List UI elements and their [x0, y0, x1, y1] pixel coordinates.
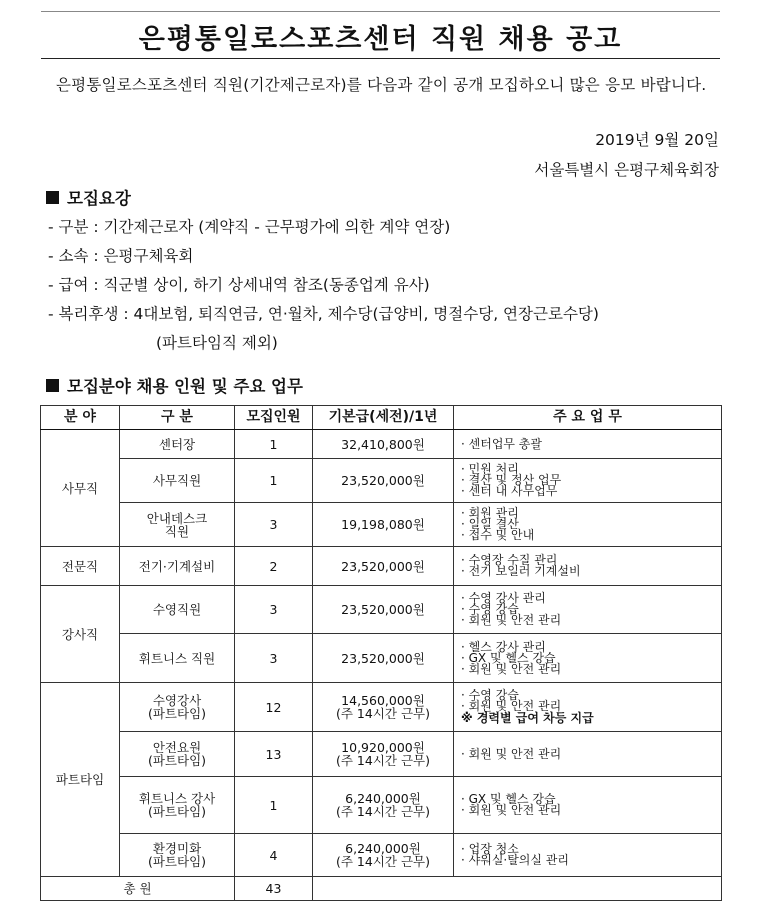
division-cell: 안내데스크 직원 — [120, 503, 235, 547]
division-cell: 사무직원 — [120, 459, 235, 503]
square-bullet-icon — [46, 191, 59, 204]
section-positions — [46, 373, 303, 397]
duties-cell: · 회원 및 안전 관리 — [454, 732, 722, 777]
header-salary: 기본급(세전)/1년 — [313, 406, 454, 430]
table-row — [41, 547, 722, 586]
division-cell: 환경미화 (파트타임) — [120, 834, 235, 877]
field-cell: 강사직 — [41, 586, 120, 683]
count-cell: 1 — [235, 459, 313, 503]
salary-cell: 10,920,000원 (주 14시간 근무) — [313, 732, 454, 777]
header-field: 분 야 — [41, 406, 120, 430]
division-cell: 수영강사 (파트타임) — [120, 683, 235, 732]
salary-cell: 23,520,000원 — [313, 459, 454, 503]
duties-cell: · 업장 청소 · 샤워실·탈의실 관리 — [454, 834, 722, 877]
duties-cell: · 수영 강습 · 회원 및 안전 관리 ※ 경력별 급여 차등 지급 — [454, 683, 722, 732]
division-cell: 수영직원 — [120, 586, 235, 634]
announcement-date: 2019년 9월 20일 — [595, 131, 719, 149]
header-division: 구 분 — [120, 406, 235, 430]
division-cell: 휘트니스 강사 (파트타임) — [120, 777, 235, 834]
division-cell: 전기·기계설비 — [120, 547, 235, 586]
table-row — [41, 503, 722, 547]
count-cell: 3 — [235, 503, 313, 547]
salary-cell: 6,240,000원 (주 14시간 근무) — [313, 777, 454, 834]
field-cell: 파트타임 — [41, 683, 120, 877]
division-cell: 센터장 — [120, 430, 235, 459]
salary-cell: 14,560,000원 (주 14시간 근무) — [313, 683, 454, 732]
count-cell: 3 — [235, 634, 313, 683]
duties-cell: · 수영장 수질 관리 · 전기 보일러 기계설비 — [454, 547, 722, 586]
title-underline — [41, 58, 720, 59]
count-cell: 1 — [235, 777, 313, 834]
issuer: 서울특별시 은평구체육회장 — [534, 161, 719, 179]
duties-cell: · 센터업무 총괄 — [454, 430, 722, 459]
pay-note: ※ 경력별 급여 차등 지급 — [461, 711, 594, 725]
duties-cell: · 민원 처리 · 결산 및 정산 업무 · 센터 내 사무업무 — [454, 459, 722, 503]
section-heading: 모집분야 채용 인원 및 주요 업무 — [67, 377, 303, 396]
table-row — [41, 834, 722, 877]
count-cell: 3 — [235, 586, 313, 634]
overview-item-benefits: - 복리후생 : 4대보험, 퇴직연금, 연·월차, 제수당(급양비, 명절수당, 연장근로수당) — [48, 305, 599, 323]
salary-cell: 19,198,080원 — [313, 503, 454, 547]
table-row — [41, 430, 722, 459]
page-title: 은평통일로스포츠센터 직원 채용 공고 — [138, 24, 623, 55]
division-cell: 안전요원 (파트타임) — [120, 732, 235, 777]
header-count: 모집인원 — [235, 406, 313, 430]
header-duties: 주 요 업 무 — [454, 406, 722, 430]
duties-cell: · 수영 강사 관리 · 수영 강습 · 회원 및 안전 관리 — [454, 586, 722, 634]
table-row — [41, 732, 722, 777]
section-heading: 모집요강 — [67, 189, 131, 208]
section-recruitment-overview — [46, 185, 131, 209]
salary-cell: 32,410,800원 — [313, 430, 454, 459]
field-cell: 전문직 — [41, 547, 120, 586]
salary-cell: 23,520,000원 — [313, 547, 454, 586]
table-row — [41, 777, 722, 834]
table-row — [41, 634, 722, 683]
count-cell: 4 — [235, 834, 313, 877]
intro-paragraph: 은평통일로스포츠센터 직원(기간제근로자)를 다음과 같이 공개 모집하오니 많은 응모 바랍니다. — [56, 76, 707, 94]
table-row — [41, 459, 722, 503]
overview-item-affiliation: - 소속 : 은평구체육회 — [48, 247, 194, 265]
count-cell: 1 — [235, 430, 313, 459]
field-cell: 사무직 — [41, 430, 120, 547]
total-count: 43 — [235, 877, 313, 901]
total-row — [41, 877, 722, 901]
duties-cell: · GX 및 헬스 강습 · 회원 및 안전 관리 — [454, 777, 722, 834]
duties-cell: · 회원 관리 · 일일 결산 · 접수 및 안내 — [454, 503, 722, 547]
square-bullet-icon — [46, 379, 59, 392]
table-row — [41, 586, 722, 634]
duties-cell: · 헬스 강사 관리 · GX 및 헬스 강습 · 회원 및 안전 관리 — [454, 634, 722, 683]
table-row — [41, 683, 722, 732]
count-cell: 12 — [235, 683, 313, 732]
overview-item-benefits-note: (파트타임직 제외) — [156, 334, 278, 352]
recruitment-table — [40, 405, 722, 901]
count-cell: 2 — [235, 547, 313, 586]
salary-cell: 23,520,000원 — [313, 586, 454, 634]
total-blank — [313, 877, 722, 901]
overview-item-salary: - 급여 : 직군별 상이, 하기 상세내역 참조(동종업계 유사) — [48, 276, 430, 294]
overview-item-type: - 구분 : 기간제근로자 (계약직 - 근무평가에 의한 계약 연장) — [48, 218, 451, 236]
salary-cell: 6,240,000원 (주 14시간 근무) — [313, 834, 454, 877]
count-cell: 13 — [235, 732, 313, 777]
top-rule — [41, 11, 720, 12]
division-cell: 휘트니스 직원 — [120, 634, 235, 683]
table-header-row — [41, 406, 722, 430]
salary-cell: 23,520,000원 — [313, 634, 454, 683]
total-label: 총 원 — [41, 877, 235, 901]
